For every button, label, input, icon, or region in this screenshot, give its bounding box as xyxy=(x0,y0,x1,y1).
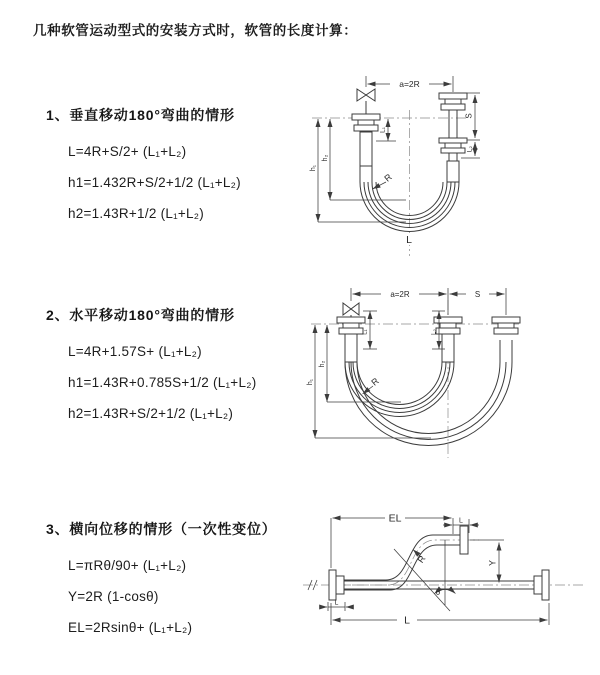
dim-label-h1: h₁ xyxy=(307,378,314,386)
dim-l-bottom xyxy=(331,603,549,627)
page-title: 几种软管运动型式的安装方式时，软管的长度计算： xyxy=(33,23,358,38)
right-pipe-fitting xyxy=(439,93,467,182)
dim-label-l-top: L xyxy=(459,517,463,525)
section-vertical-180 xyxy=(46,106,241,229)
hose-u-bend-initial xyxy=(345,362,454,416)
dim-a-2r xyxy=(366,76,453,92)
dim-label-l2: L₂ xyxy=(431,329,438,335)
dim-h2 xyxy=(319,325,401,402)
diagram-vertical-180-u-bend xyxy=(306,68,596,260)
theta-label: θ xyxy=(435,588,441,597)
diagram-horizontal-180-u-bend xyxy=(303,282,600,462)
dim-label-a2r: a=2R xyxy=(390,290,410,299)
formula-s1-h2: h2=1.43R+1/2 (L₁+L₂) xyxy=(68,206,205,221)
centerlines xyxy=(312,110,468,256)
dim-l-left xyxy=(320,600,353,612)
radius-label: R xyxy=(369,375,381,388)
section-3-heading: 3、横向位移的情形（一次性变位） xyxy=(46,521,277,537)
formula-s1-length: L=4R+S/2+ (L₁+L₂) xyxy=(68,144,187,159)
dim-label-l-bottom: L xyxy=(404,614,410,627)
section-2-heading: 2、水平移动180°弯曲的情形 xyxy=(46,307,235,323)
dim-el xyxy=(331,513,453,569)
top-right-flange xyxy=(460,526,468,554)
section-horizontal-180 xyxy=(46,306,256,429)
dim-label-a2r: a=2R xyxy=(399,79,420,89)
dim-label-h2: h₂ xyxy=(319,360,326,368)
section-1-heading: 1、垂直移动180°弯曲的情形 xyxy=(46,107,235,123)
formula-s3-length: L=πRθ/90+ (L₁+L₂) xyxy=(68,558,187,573)
radius-label: R xyxy=(382,171,394,184)
dim-label-l1: L₁ xyxy=(362,329,369,335)
section-lateral-displacement xyxy=(46,520,277,643)
formula-s2-length: L=4R+1.57S+ (L₁+L₂) xyxy=(68,344,202,359)
radius-leader xyxy=(363,375,382,394)
dim-s xyxy=(465,93,481,140)
construction-lines xyxy=(394,540,456,611)
formula-s1-h1: h1=1.432R+S/2+1/2 (L₁+L₂) xyxy=(68,175,241,190)
dim-l1 xyxy=(376,119,396,141)
bottom-right-flange xyxy=(534,570,549,600)
braided-hose-left xyxy=(360,132,372,166)
left-flange xyxy=(329,570,344,600)
radius-label: R xyxy=(415,553,428,565)
valve-icon xyxy=(343,303,359,317)
valve-icon xyxy=(357,89,375,114)
formula-s2-h2: h2=1.43R+S/2+1/2 (L₁+L₂) xyxy=(68,406,234,421)
dim-label-s: S xyxy=(474,290,481,299)
dim-label-h1: h₁ xyxy=(310,164,317,172)
dim-label-l-left: L xyxy=(334,599,339,607)
length-label xyxy=(402,234,417,246)
dim-label-l2: L₂ xyxy=(466,145,474,153)
formula-s3-y: Y=2R (1-cosθ) xyxy=(68,589,159,604)
dim-label-y: Y xyxy=(487,559,498,567)
braided-hose-right xyxy=(447,161,459,182)
length-l-label: L xyxy=(406,234,412,246)
dim-h1 xyxy=(310,119,406,222)
dim-label-l1: L₁ xyxy=(379,127,387,133)
dim-y xyxy=(470,540,504,583)
dim-label-h2: h₂ xyxy=(322,154,329,162)
left-pipe-fitting xyxy=(352,114,380,182)
radius-leader xyxy=(373,171,395,189)
braided-hose-middle xyxy=(442,334,454,362)
dim-label-el: EL xyxy=(388,512,402,525)
dim-s xyxy=(450,290,505,299)
braided-hose-left xyxy=(345,334,357,362)
dim-label-s: S xyxy=(464,113,474,119)
diagram-lateral-displacement xyxy=(293,503,600,643)
formula-s3-el: EL=2Rsinθ+ (L₁+L₂) xyxy=(68,620,193,635)
formula-s2-h1: h1=1.43R+0.785S+1/2 (L₁+L₂) xyxy=(68,375,257,390)
